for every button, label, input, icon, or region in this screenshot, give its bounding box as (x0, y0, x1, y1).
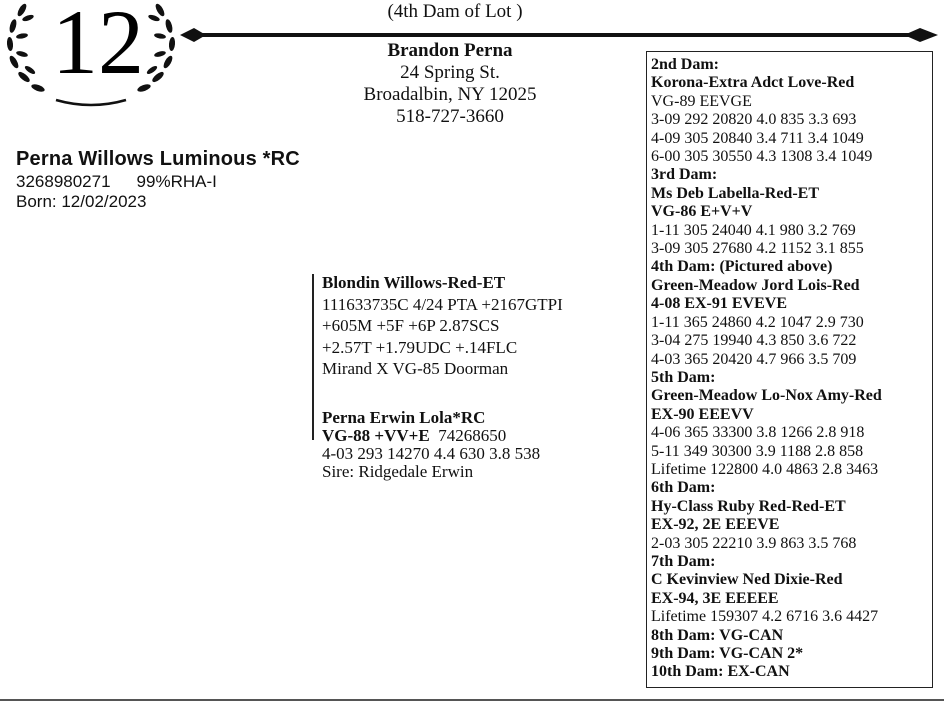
dam-lineage-line: 3-09 305 27680 4.2 1152 3.1 855 (651, 240, 864, 258)
dam-lineage-line: 3rd Dam: (651, 166, 718, 184)
animal-info (16, 146, 300, 212)
dam-lineage-line: Ms Deb Labella-Red-ET (651, 184, 819, 202)
dam-lineage-line: 6-00 305 30550 4.3 1308 3.4 1049 (651, 148, 873, 166)
dam-lineage-line: C Kevinview Ned Dixie-Red (651, 571, 843, 589)
animal-id-line (16, 172, 300, 192)
dam-lineage-line: 9th Dam: VG-CAN 2* (651, 645, 804, 662)
dam-lineage-line: Hy-Class Ruby Red-Red-ET (651, 497, 846, 515)
dam-lineage-line: 2-03 305 22210 3.9 863 3.5 768 (651, 534, 857, 552)
dam-lineage-line: EX-92, 2E EEEVE (651, 516, 780, 534)
dam-lineage-line: Green-Meadow Jord Lois-Red (651, 276, 860, 294)
bottom-divider (0, 699, 944, 701)
dam-sire: Sire: Ridgedale Erwin (322, 462, 474, 481)
dam-lineage-line: 1-11 305 24040 4.1 980 3.2 769 (651, 221, 856, 239)
sire-name: Blondin Willows-Red-ET (322, 273, 506, 292)
consignor-city: Broadalbin, NY 12025 (363, 84, 537, 105)
dam-lineage-line: Korona-Extra Adct Love-Red (651, 74, 855, 92)
dam-lineage-line: 7th Dam: (651, 552, 716, 570)
dam-lineage-line: 5-11 349 30300 3.9 1188 2.8 858 (651, 442, 864, 460)
consignor-name: Brandon Perna (387, 40, 513, 61)
dam-lineage-line: 3-04 275 19940 4.3 850 3.6 722 (651, 332, 857, 350)
dam-lineage-line: EX-90 EEEVV (651, 405, 754, 423)
consignor-info (330, 40, 570, 128)
dam-lineage-box (646, 51, 933, 688)
dam-lineage-line: 4-09 305 20840 3.4 711 3.4 1049 (651, 129, 864, 147)
sire-line: Mirand X VG-85 Doorman (322, 359, 509, 378)
sire-line: 111633735C 4/24 PTA +2167GTPI (322, 294, 563, 314)
dam-lineage-line: Green-Meadow Lo-Nox Amy-Red (651, 387, 882, 405)
dam-lineage-line: Lifetime 159307 4.2 6716 3.6 4427 (651, 608, 879, 626)
animal-name: Perna Willows Luminous *RC (16, 148, 300, 170)
dam-block (322, 409, 540, 481)
dam-lineage-line: 5th Dam: (651, 368, 716, 386)
photo-caption: (4th Dam of Lot ) (387, 1, 523, 22)
lot-number: 12 (52, 0, 144, 93)
sire-line: +2.57T +1.79UDC +.14FLC (322, 337, 518, 357)
dam-lineage-line: VG-86 E+V+V (651, 203, 753, 221)
animal-registration: 3268980271 (16, 172, 111, 191)
dam-lineage-line: 4-08 EX-91 EVEVE (651, 295, 788, 313)
consignor-street: 24 Spring St. (400, 62, 500, 83)
animal-breed-pct: 99%RHA-I (136, 172, 217, 191)
dam-lineage-line: Lifetime 122800 4.0 4863 2.8 3463 (651, 460, 879, 478)
lot-badge (0, 0, 185, 110)
dam-lineage-line: 4-06 365 33300 3.8 1266 2.8 918 (651, 424, 865, 442)
dam-name: Perna Erwin Lola*RC (322, 408, 486, 427)
dam-lineage-line: 6th Dam: (651, 479, 716, 497)
dam-lineage-line: 8th Dam: VG-CAN (651, 626, 784, 644)
dam-lineage-line: 4th Dam: (Pictured above) (651, 258, 833, 276)
dam-lineage-line: 10th Dam: EX-CAN (651, 663, 790, 681)
dam-lineage-line: 4-03 365 20420 4.7 966 3.5 709 (651, 350, 857, 368)
consignor-phone: 518-727-3660 (396, 106, 504, 127)
dam-lineage-line: 3-09 292 20820 4.0 835 3.3 693 (651, 111, 857, 129)
dam-lineage-line: 2nd Dam: (651, 56, 720, 73)
pedigree-bracket (312, 274, 314, 440)
dam-lineage-line: VG-89 EEVGE (651, 92, 752, 110)
animal-born: Born: 12/02/2023 (16, 192, 147, 211)
dam-lineage-line: 1-11 365 24860 4.2 1047 2.9 730 (651, 313, 864, 331)
dam-classification-line (322, 427, 540, 445)
dam-lineage-line: EX-94, 3E EEEEE (651, 589, 779, 607)
dam-registration: 74268650 (438, 426, 507, 445)
dam-classification: VG-88 +VV+E (322, 426, 430, 445)
dam-record: 4-03 293 14270 4.4 630 3.8 538 (322, 444, 541, 463)
sire-line: +605M +5F +6P 2.87SCS (322, 316, 500, 335)
sire-block (322, 272, 563, 380)
